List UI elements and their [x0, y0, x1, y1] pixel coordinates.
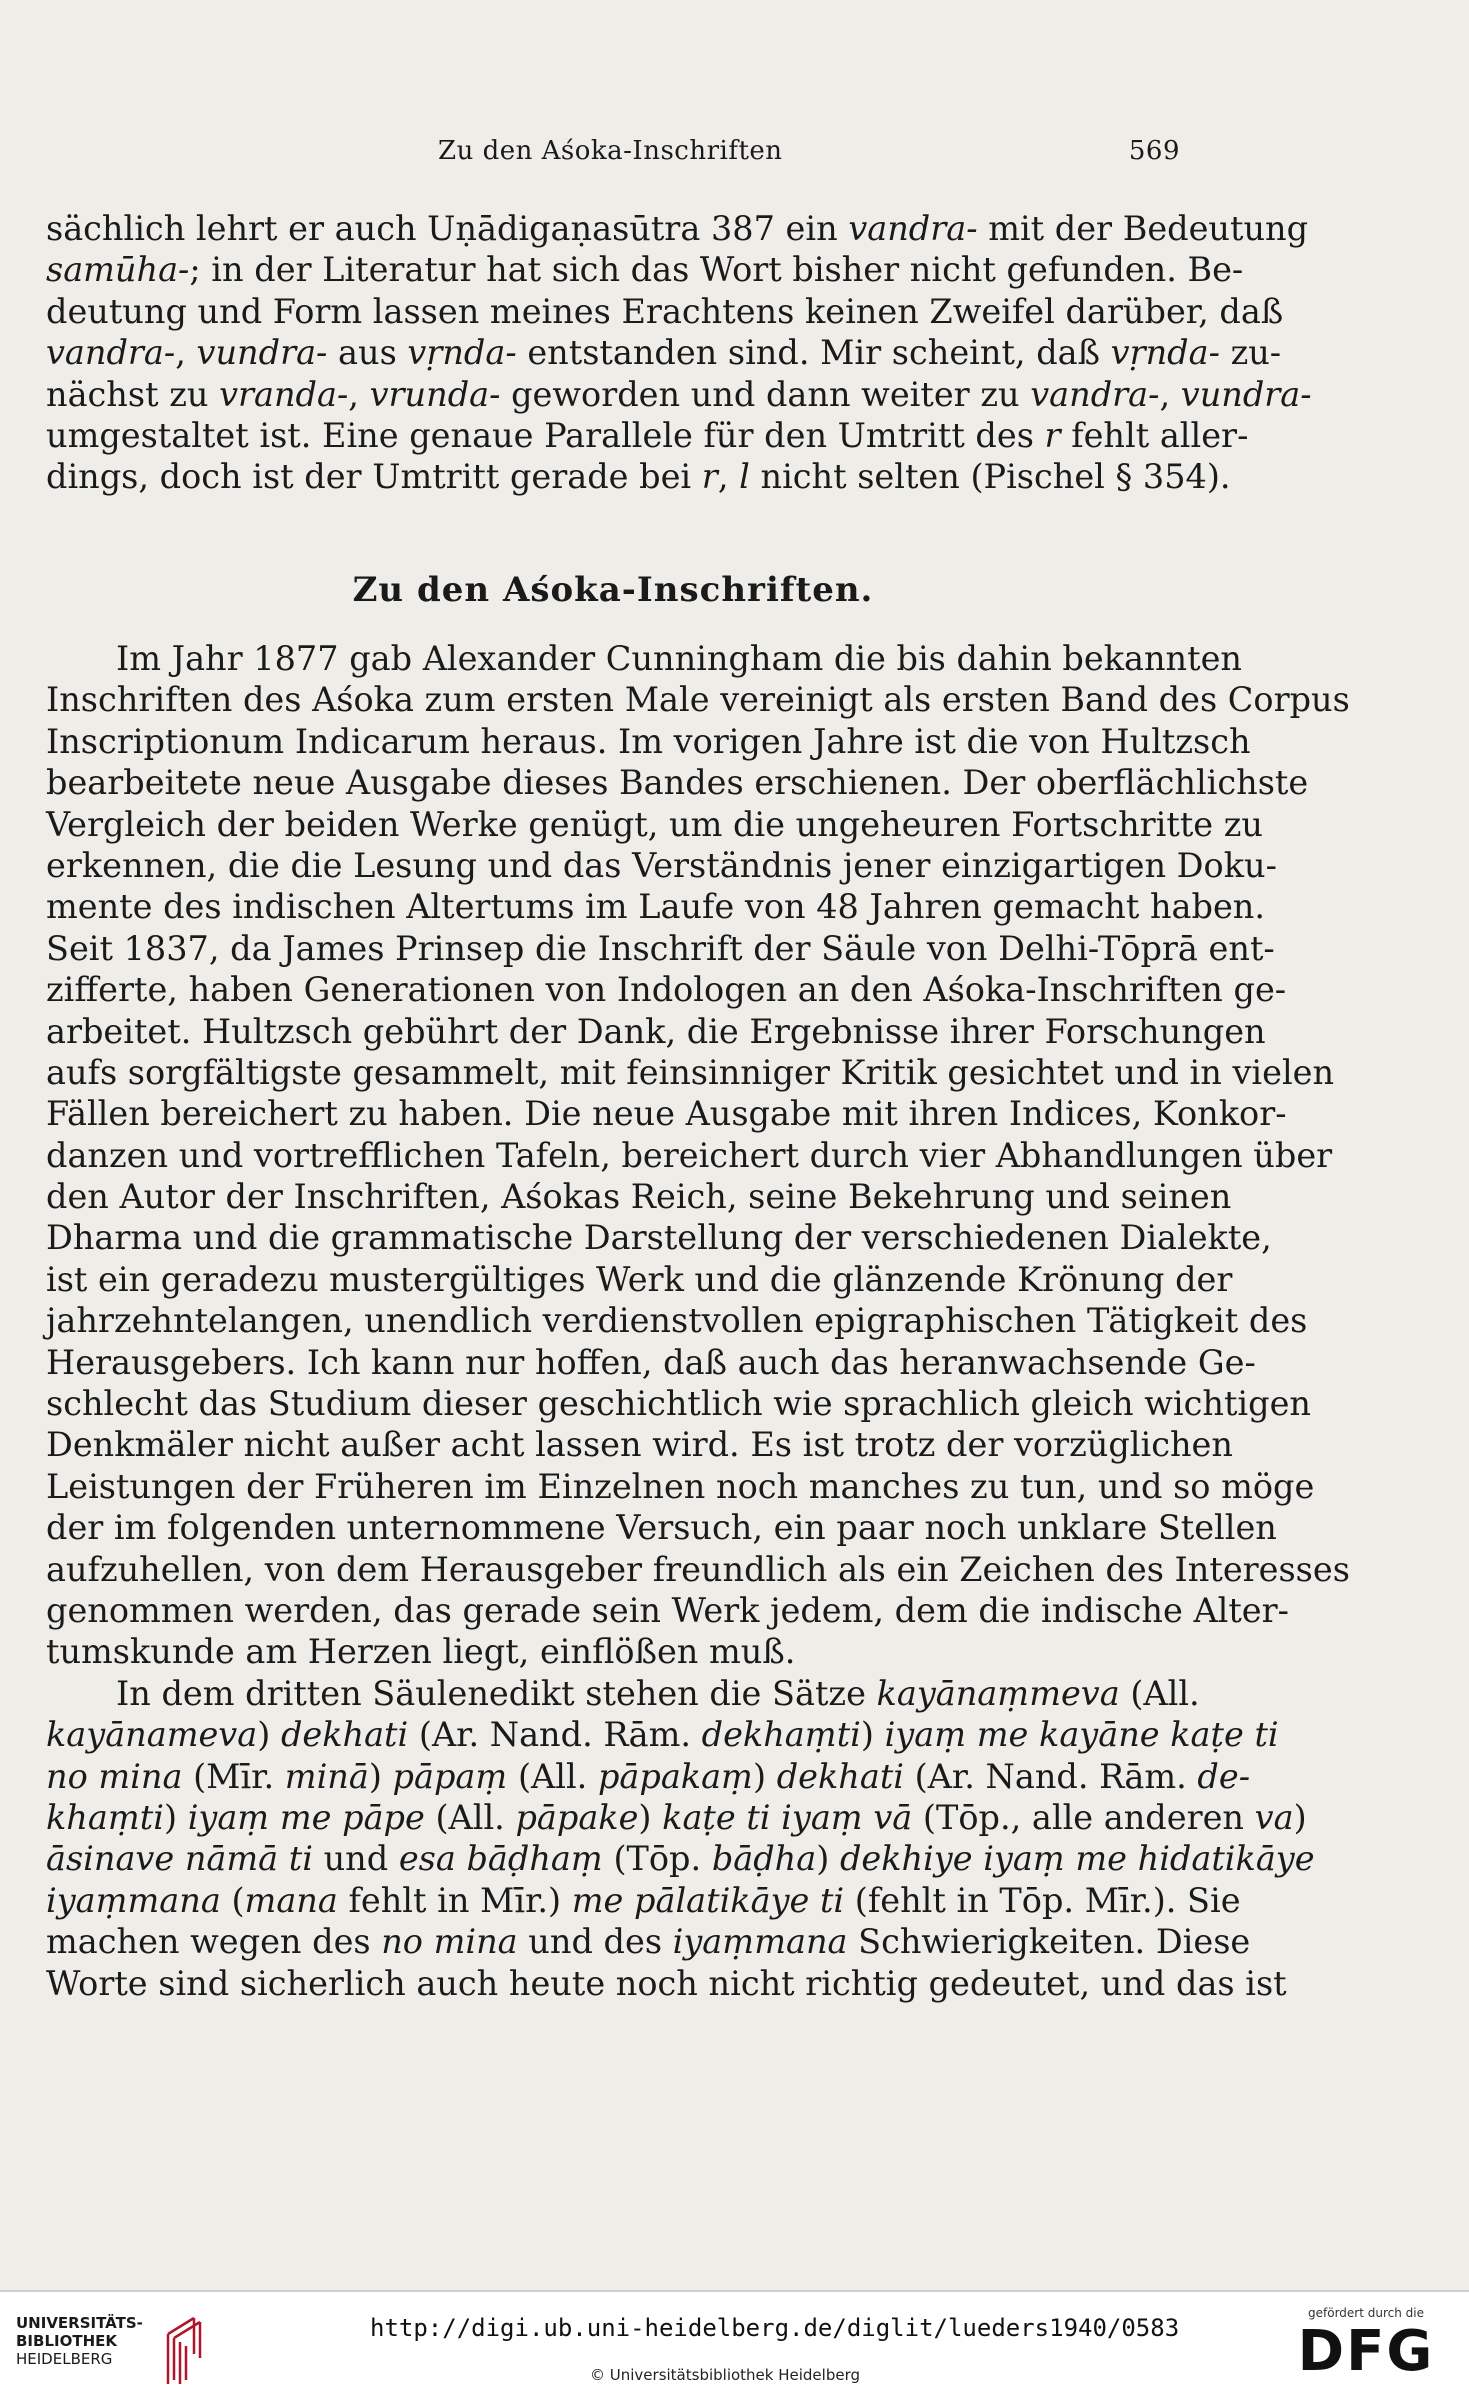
text-line: [46, 374, 1312, 415]
text-run: Vergleich der beiden Werke genügt, um die ungeheuren Fortschritte zu: [46, 804, 1264, 844]
text-run: aufzuhellen, von dem Herausgeber freundlich als ein Zeichen des Interesses: [46, 1549, 1350, 1589]
text-run: Leistungen der Früheren im Einzelnen noch manches zu tun, und so möge: [46, 1466, 1315, 1506]
italic-term: kayānameva: [46, 1715, 258, 1755]
text-run: entstanden sind. Mir scheint, daß: [516, 333, 1111, 373]
italic-term: me pālatikāye ti: [571, 1880, 845, 1920]
text-line: [46, 762, 1309, 803]
italic-term: iyaṃ me kayāne kaṭe ti: [884, 1715, 1279, 1755]
italic-term: vundra-: [196, 333, 328, 373]
italic-term: vandra-: [848, 209, 978, 248]
text-run: ): [257, 1715, 281, 1755]
text-run: ): [753, 1756, 777, 1796]
text-run: Denkmäler nicht außer acht lassen wird. Es ist trotz der vorzüglichen: [46, 1425, 1233, 1465]
italic-term: vranda-: [219, 374, 349, 414]
text-line: [46, 1756, 1251, 1797]
text-line: [46, 928, 1275, 969]
text-run: erkennen, die die Lesung und das Verständnis jener einzigartigen Doku-: [46, 845, 1277, 885]
text-run: Seit 1837, da James Prinsep die Inschrift der Säule von Delhi-Tōprā ent-: [46, 928, 1275, 968]
text-line: [46, 845, 1277, 886]
text-run: ): [816, 1839, 840, 1879]
italic-term: āsinave nāmā ti: [46, 1839, 313, 1879]
text-run: ): [1293, 1797, 1307, 1837]
italic-term: vrunda-: [369, 374, 501, 414]
text-line: [46, 208, 1309, 249]
library-name-line-3: HEIDELBERG: [16, 2350, 113, 2368]
text-line: [46, 638, 1242, 679]
text-run: mit der Bedeutung: [977, 209, 1309, 248]
text-run: zu-: [1219, 333, 1282, 373]
section-heading: Zu den Aśoka-Inschriften.: [352, 570, 874, 610]
dfg-logo-text: DFG: [1297, 2319, 1435, 2384]
italic-term: mana: [244, 1880, 338, 1920]
paragraph-1: [46, 208, 1312, 498]
text-run: arbeitet. Hultzsch gebührt der Dank, die Ergebnisse ihrer Forschungen: [46, 1011, 1266, 1051]
text-run: aus: [327, 333, 408, 373]
text-line: [46, 1176, 1232, 1217]
text-run: (Ar. Nand. Rām.: [408, 1715, 702, 1755]
text-line: [46, 1590, 1289, 1631]
text-run: ): [638, 1797, 663, 1837]
italic-term: r: [701, 457, 718, 497]
text-line: [46, 332, 1282, 373]
text-run: (All.: [1119, 1673, 1200, 1713]
text-run: fehlt in Mīr.): [337, 1880, 572, 1920]
text-run: Schwierigkeiten. Diese: [847, 1922, 1251, 1962]
text-line: [46, 804, 1264, 845]
italic-term: dekhiye iyaṃ me hidatikāye: [839, 1839, 1315, 1879]
source-url-link[interactable]: http://digi.ub.uni-heidelberg.de/diglit/lueders1940/0583: [370, 2314, 1180, 2342]
text-run: zifferte, haben Generationen von Indologen an den Aśoka-Inschriften ge-: [46, 970, 1287, 1010]
text-run: deutung und Form lassen meines Erachtens keinen Zweifel darüber, daß: [46, 291, 1284, 331]
text-run: ; in der Literatur hat sich das Wort bisher nicht gefunden. Be-: [189, 250, 1244, 290]
text-line: [46, 1838, 1315, 1879]
italic-term: minā: [284, 1756, 369, 1796]
italic-term: no mina: [381, 1922, 518, 1962]
italic-term: de-: [1197, 1756, 1251, 1796]
text-run: genommen werden, das gerade sein Werk jedem, dem die indische Alter-: [46, 1590, 1289, 1630]
text-line: [46, 1217, 1272, 1258]
italic-term: kayānaṃmeva: [876, 1673, 1120, 1713]
italic-term: vandra-: [46, 333, 176, 373]
italic-term: va: [1254, 1797, 1294, 1837]
text-run: (Tōp., alle anderen: [912, 1797, 1255, 1837]
text-run: den Autor der Inschriften, Aśokas Reich, seine Bekehrung und seinen: [46, 1177, 1232, 1217]
italic-term: iyaṃmana: [46, 1880, 221, 1920]
funding-note: gefördert durch die: [1308, 2306, 1424, 2320]
text-line: [46, 1507, 1277, 1548]
library-name-line-2: BIBLIOTHEK: [16, 2332, 117, 2350]
text-run: dings, doch ist der Umtritt gerade bei: [46, 457, 702, 497]
text-run: Im Jahr 1877 gab Alexander Cunningham die bis dahin bekannten: [116, 639, 1242, 678]
text-run: danzen und vortrefflichen Tafeln, bereichert durch vier Abhandlungen über: [46, 1135, 1333, 1175]
text-line: [46, 1714, 1279, 1755]
italic-term: pāpaṃ: [392, 1756, 508, 1796]
text-run: nächst zu: [46, 374, 220, 414]
text-run: fehlt aller-: [1060, 415, 1249, 455]
italic-term: samūha-: [46, 250, 190, 290]
text-line: [46, 1797, 1307, 1838]
text-run: ,: [348, 374, 370, 414]
library-emblem-icon: [164, 2314, 208, 2386]
text-line: [46, 456, 1231, 497]
text-line: [46, 1549, 1350, 1590]
text-run: (Tōp.: [602, 1839, 712, 1879]
page-number: 569: [1128, 136, 1180, 166]
text-line: [46, 1300, 1308, 1341]
text-line: [46, 679, 1350, 720]
text-run: und des: [517, 1922, 673, 1962]
text-line: [46, 1963, 1287, 2004]
library-name-line-1: UNIVERSITÄTS-: [16, 2314, 143, 2332]
italic-term: r: [1044, 415, 1061, 455]
text-line: [46, 1011, 1266, 1052]
text-line: [46, 886, 1266, 927]
text-run: ): [860, 1715, 885, 1755]
text-run: der im folgenden unternommene Versuch, ein paar noch unklare Stellen: [46, 1508, 1277, 1548]
text-run: Worte sind sicherlich auch heute noch nicht richtig gedeutet, und das ist: [46, 1963, 1287, 2003]
text-line: [46, 291, 1284, 332]
italic-term: pāpake: [515, 1797, 639, 1837]
text-line: [46, 1093, 1287, 1134]
text-run: Dharma und die grammatische Darstellung der verschiedenen Dialekte,: [46, 1218, 1272, 1258]
italic-term: vundra-: [1180, 374, 1312, 414]
library-logo: [16, 2314, 206, 2389]
text-run: bearbeitete neue Ausgabe dieses Bandes erschienen. Der oberflächlichste: [46, 763, 1309, 803]
text-line: [46, 1383, 1311, 1424]
text-run: schlecht das Studium dieser geschichtlich wie sprachlich gleich wichtigen: [46, 1384, 1311, 1424]
copyright-text: © Universitätsbibliothek Heidelberg: [590, 2366, 861, 2384]
text-run: Fällen bereichert zu haben. Die neue Ausgabe mit ihren Indices, Konkor-: [46, 1094, 1287, 1134]
text-run: nicht selten (Pischel § 354).: [749, 457, 1231, 497]
text-run: ,: [717, 457, 740, 497]
text-line: [46, 1631, 1178, 1672]
text-run: aufs sorgfältigste gesammelt, mit feinsinniger Kritik gesichtet und in vielen: [46, 1052, 1335, 1092]
text-run: In dem dritten Säulenedikt stehen die Sätze: [116, 1673, 877, 1713]
text-run: ): [163, 1797, 188, 1837]
italic-term: khaṃti: [46, 1797, 164, 1837]
running-title: Zu den Aśoka-Inschriften: [438, 136, 783, 166]
text-run: ,: [1159, 374, 1181, 414]
text-run: ist ein geradezu mustergültiges Werk und die glänzende Krönung der: [46, 1259, 1233, 1299]
text-line: [46, 1342, 1256, 1383]
text-run: jahrzehntelangen, unendlich verdienstvollen epigraphischen Tätigkeit des: [46, 1301, 1308, 1341]
text-line: [46, 1424, 1233, 1465]
italic-term: kaṭe ti iyaṃ vā: [662, 1797, 913, 1837]
text-run: (: [220, 1880, 245, 1920]
text-line: [46, 1880, 1241, 1921]
text-line: [46, 1259, 1233, 1300]
text-line: [46, 721, 1251, 762]
italic-term: dekhati: [776, 1756, 905, 1796]
text-run: (All.: [424, 1797, 516, 1837]
italic-term: dekhaṃti: [701, 1715, 861, 1755]
italic-term: vandra-: [1030, 374, 1160, 414]
italic-term: l: [739, 457, 750, 497]
italic-term: bāḍha: [711, 1839, 817, 1879]
text-run: ,: [175, 333, 197, 373]
italic-term: dekhati: [280, 1715, 409, 1755]
text-run: und: [312, 1839, 399, 1879]
text-run: Herausgebers. Ich kann nur hoffen, daß auch das heranwachsende Ge-: [46, 1342, 1256, 1382]
paragraph-main: [46, 638, 1350, 2004]
text-run: tumskunde am Herzen liegt, einflößen muß.: [46, 1632, 796, 1672]
text-run: Inschriften des Aśoka zum ersten Male vereinigt als ersten Band des Corpus: [46, 680, 1350, 720]
italic-term: no mina: [46, 1756, 183, 1796]
text-line: [46, 969, 1287, 1010]
text-run: ): [368, 1756, 393, 1796]
text-run: mente des indischen Altertums im Laufe von 48 Jahren gemacht haben.: [46, 887, 1266, 927]
text-run: (fehlt in Tōp. Mīr.). Sie: [844, 1880, 1241, 1920]
text-run: (All.: [507, 1756, 598, 1796]
text-line: [46, 1673, 1200, 1714]
text-run: Inscriptionum Indicarum heraus. Im vorigen Jahre ist die von Hultzsch: [46, 721, 1251, 761]
italic-term: esa bāḍhaṃ: [398, 1839, 603, 1879]
funder-logo: [1291, 2306, 1441, 2396]
text-line: [46, 1135, 1333, 1176]
text-line: [46, 1466, 1315, 1507]
text-run: machen wegen des: [46, 1922, 382, 1962]
italic-term: pāpakaṃ: [597, 1756, 753, 1796]
text-run: (Ar. Nand. Rām.: [904, 1756, 1198, 1796]
text-run: (Mīr.: [182, 1756, 285, 1796]
italic-term: vṛnda-: [407, 333, 517, 373]
text-line: [46, 249, 1244, 290]
text-line: [46, 415, 1249, 456]
text-run: umgestaltet ist. Eine genaue Parallele für den Umtritt des: [46, 415, 1045, 455]
text-run: sächlich lehrt er auch Uṇādigaṇasūtra 387 ein: [46, 209, 849, 248]
running-header: [40, 136, 1180, 176]
italic-term: vṛnda-: [1110, 333, 1220, 373]
digitization-footer: [0, 2290, 1469, 2406]
text-line: [46, 1921, 1251, 1962]
text-line: [46, 1052, 1335, 1093]
text-run: geworden und dann weiter zu: [500, 374, 1031, 414]
italic-term: iyaṃmana: [672, 1922, 848, 1962]
italic-term: iyaṃ me pāpe: [187, 1797, 425, 1837]
